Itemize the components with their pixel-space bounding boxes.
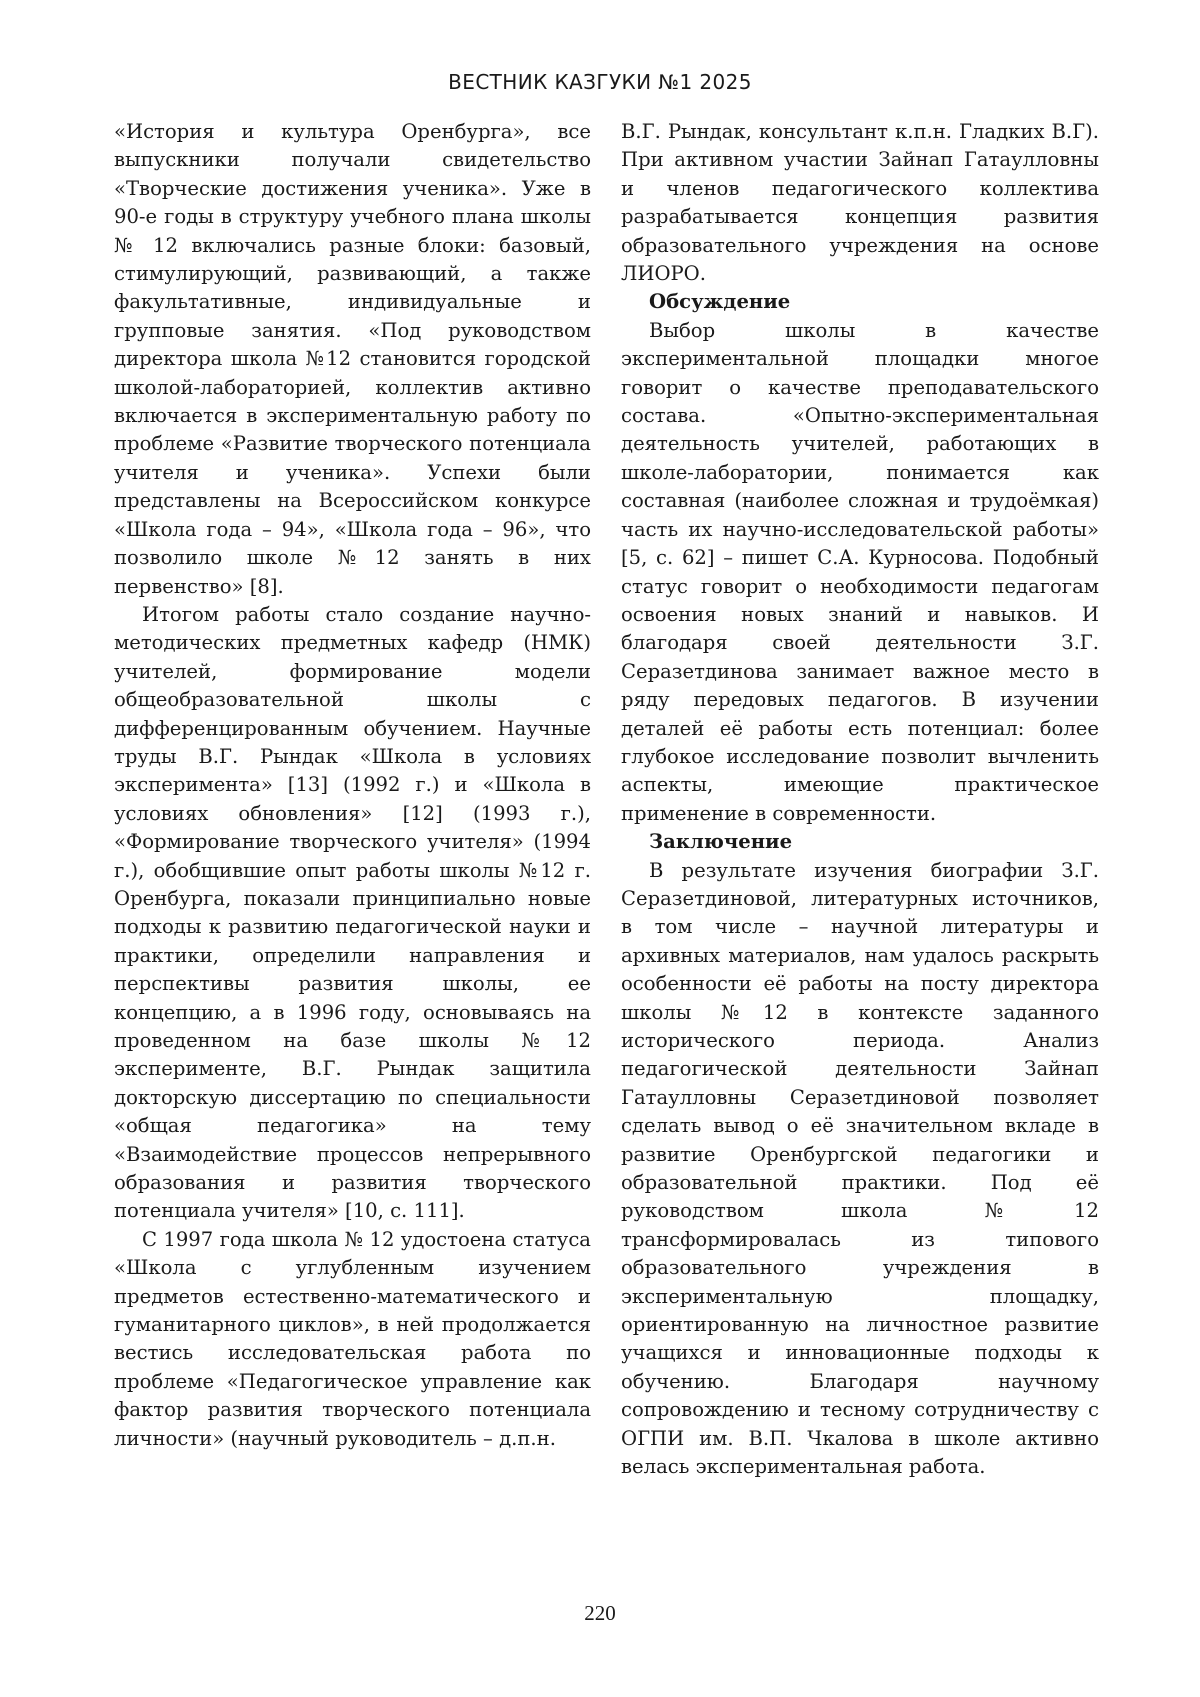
section-heading-conclusion: Заключение (649, 830, 793, 854)
section-heading-discussion: Обсуждение (649, 290, 791, 314)
left-paragraph-2: Итогом работы стало создание научно-методических предметных кафедр (НМК) учителей, формирование модели общеобразовательной школы с дифференцированным обучением. Научные труды В.Г. Рындак «Школа в условиях эксперимента» [13] (1992 г.) и «Школа в условиях обновления» [12] (1993 г.), «Формирование творческого учителя» (1994 г.), обобщившие опыт работы школы №12 г. Оренбурга, показали принципиально новые подходы к развитию педагогической науки и практики, определили направления и перспективы развития школы, ее концепцию, а в 1996 году, основываясь на проведенном на базе школы №12 эксперименте, В.Г. Рындак защитила докторскую диссертацию по специальности «общая педагогика» на тему «Взаимодействие процессов непрерывного образования и развития творческого потенциала учителя» [10, с. 111]. (114, 602, 591, 1223)
left-column (114, 118, 591, 1453)
right-paragraph-1: В.Г. Рындак, консультант к.п.н. Гладких В.Г). При активном участии Зайнап Гатаулловны и членов педагогического коллектива разрабатывается концепция развития образовательного учреждения на основе ЛИОРО. (621, 120, 1099, 286)
right-paragraph-3: В результате изучения биографии З.Г. Серазетдиновой, литературных источников, в том числе – научной литературы и архивных материалов, нам удалось раскрыть особенности её работы на посту директора школы №12 в контексте заданного исторического периода. Анализ педагогической деятельности Зайнап Гатаулловны Серазетдиновой позволяет сделать вывод о её значительном вкладе в развитие Оренбургской педагогики и образовательной практики. Под её руководством школа №12 трансформировалась из типового образовательного учреждения в экспериментальную площадку, ориентированную на личностное развитие учащихся и инновационные подходы к обучению. Благодаря научному сопровождению и тесному сотрудничеству с ОГПИ им. В.П. Чкалова в школе активно велась экспериментальная работа. (621, 858, 1099, 1479)
right-column (621, 118, 1099, 1482)
journal-header: ВЕСТНИК КАЗГУКИ №1 2025 (448, 70, 752, 94)
right-paragraph-2: Выбор школы в качестве экспериментальной площадки многое говорит о качестве преподавательского состава. «Опытно-экспериментальная деятельность учителей, работающих в школе-лаборатории, понимается как составная (наиболее сложная и трудоёмкая) часть их научно-исследовательской работы» [5, с. 62] – пишет С.А. Курносова. Подобный статус говорит о необходимости педагогам освоения новых знаний и навыков. И благодаря своей деятельности З.Г. Серазетдинова занимает важное место в ряду передовых педагогов. В изучении деталей её работы есть потенциал: более глубокое исследование позволит вычленить аспекты, имеющие практическое применение в современности. (621, 318, 1099, 825)
page-number: 220 (584, 1601, 616, 1625)
left-paragraph-3: С 1997 года школа № 12 удостоена статуса «Школа с углубленным изучением предметов естественно-математического и гуманитарного циклов», в ней продолжается вестись исследовательская работа по проблеме «Педагогическое управление как фактор развития творческого потенциала личности» (научный руководитель – д.п.н. (114, 1227, 591, 1450)
left-paragraph-1: «История и культура Оренбурга», все выпускники получали свидетельство «Творческие достижения ученика». Уже в 90-е годы в структуру учебного плана школы № 12 включались разные блоки: базовый, стимулирующий, развивающий, а также факультативные, индивидуальные и групповые занятия. «Под руководством директора школа №12 становится городской школой-лабораторией, коллектив активно включается в экспериментальную работу по проблеме «Развитие творческого потенциала учителя и ученика». Успехи были представлены на Всероссийском конкурсе «Школа года – 94», «Школа года – 96», что позволило школе №12 занять в них первенство» [8]. (114, 120, 591, 598)
